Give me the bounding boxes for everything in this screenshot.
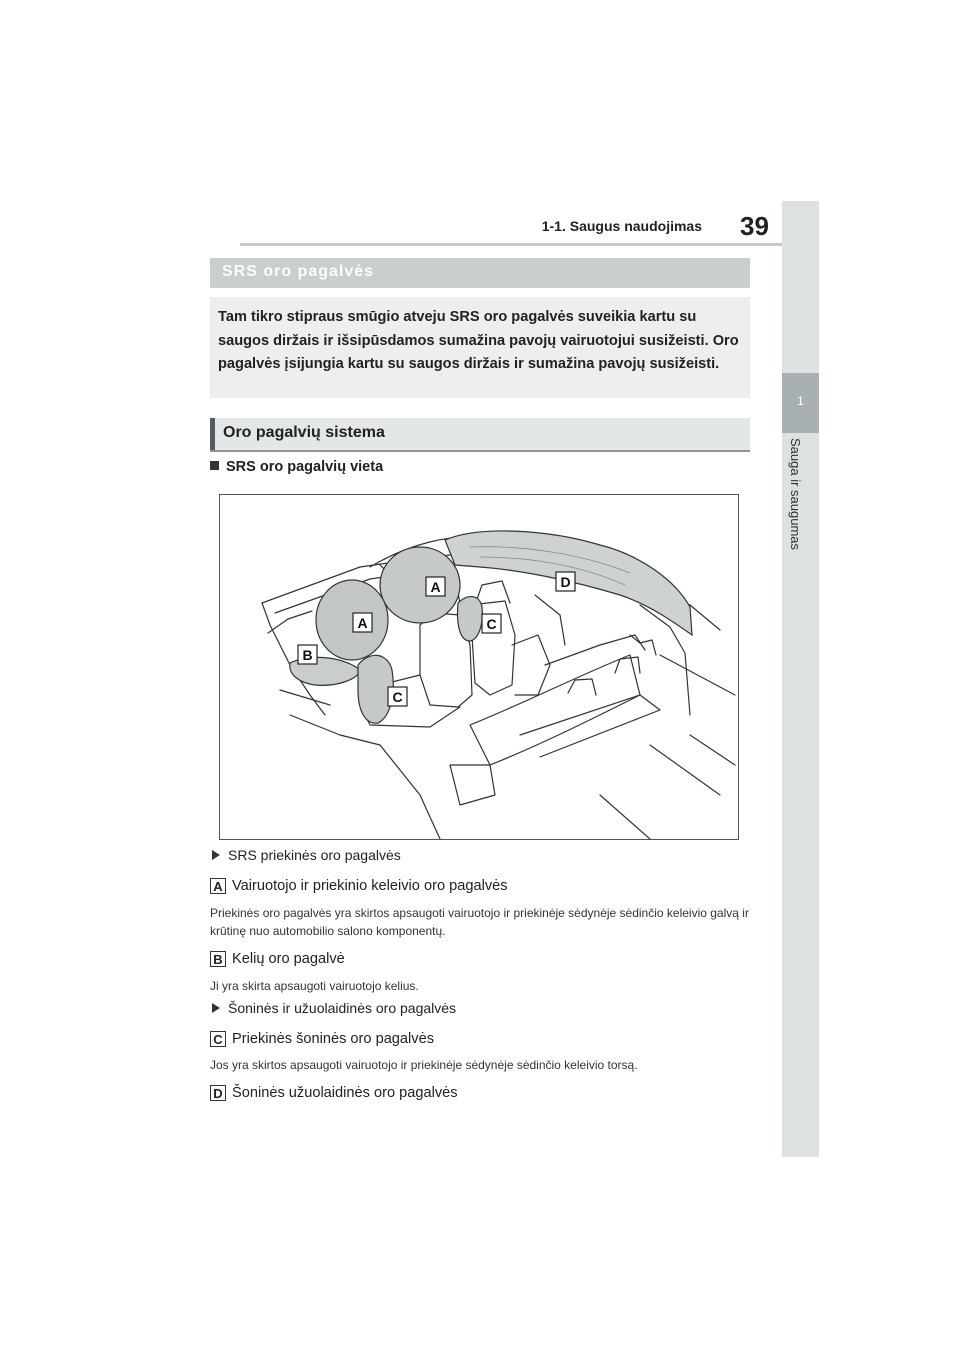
legend-letter-b: B — [210, 951, 226, 967]
callout-label: B — [302, 647, 313, 663]
subsection-banner — [210, 418, 750, 452]
legend-c-description: Jos yra skirtos apsaugoti vairuotojo ir priekinėje sėdynėje sėdinčio keleivio torsą. — [210, 1058, 638, 1072]
intro-text: Tam tikro stipraus smūgio atveju SRS oro pagalvės suveikia kartu su saugos diržais ir išsipūsdamos sumažina pavojų vairuotojui susižeisti. Oro pagalvės įsijungia kartu su saugos diržais ir sumažina pavojų susižeisti. — [218, 309, 739, 372]
legend-d-title: Šoninės užuolaidinės oro pagalvės — [232, 1085, 458, 1101]
legend-a-description: Priekinės oro pagalvės yra skirtos apsaugoti vairuotojo ir priekinėje sėdynėje sėdinčio keleivio galvą ir krūtinę nuo automobilio salono komponentų. — [210, 906, 749, 938]
section-banner — [210, 258, 750, 288]
banner-stripe — [210, 418, 215, 450]
subheading — [210, 459, 383, 475]
chapter-tab — [782, 201, 819, 1157]
legend-a-title: Vairuotojo ir priekinio keleivio oro pagalvės — [232, 878, 508, 894]
subheading-text: SRS oro pagalvių vieta — [226, 459, 384, 475]
callout-label: C — [392, 689, 403, 705]
callout-d — [556, 572, 575, 591]
front-airbags-heading — [212, 847, 401, 863]
callout-label: A — [430, 579, 441, 595]
subsection-banner-title: Oro pagalvių sistema — [223, 424, 385, 441]
legend-letter-a: A — [210, 878, 226, 894]
callout-label: C — [486, 616, 497, 632]
callout-label: A — [357, 615, 368, 631]
callout-a-passenger — [426, 577, 445, 596]
legend-b-title: Kelių oro pagalvė — [232, 951, 345, 967]
callout-b — [298, 645, 317, 664]
legend-item-a — [210, 878, 508, 894]
legend-c-title: Priekinės šoninės oro pagalvės — [232, 1031, 434, 1047]
header-rule — [240, 243, 784, 246]
legend-letter-d: D — [210, 1085, 226, 1101]
legend-item-b — [210, 951, 345, 967]
square-bullet-icon — [210, 461, 219, 470]
callout-label: D — [560, 574, 571, 590]
intro-box — [210, 297, 750, 398]
legend-letter-c: C — [210, 1031, 226, 1047]
callout-c-driver — [388, 687, 407, 706]
legend-item-c — [210, 1031, 434, 1047]
section-banner-title: SRS oro pagalvės — [222, 263, 375, 280]
arrow-bullet-icon — [212, 1003, 220, 1013]
car-interior-drawing — [220, 495, 738, 839]
side-airbags-heading — [212, 1000, 456, 1016]
arrow-bullet-icon — [212, 850, 220, 860]
callout-a-driver — [353, 613, 372, 632]
chapter-title: Sauga ir saugumas — [788, 438, 803, 551]
airbag-illustration — [219, 494, 739, 840]
legend-item-d — [210, 1085, 458, 1101]
legend-b-description: Ji yra skirta apsaugoti vairuotojo kelius. — [210, 979, 419, 993]
page-number: 39 — [740, 211, 769, 241]
side-airbags-heading-text: Šoninės ir užuolaidinės oro pagalvės — [228, 1000, 457, 1016]
chapter-number: 1 — [797, 394, 804, 408]
callout-c-passenger — [482, 614, 501, 633]
section-title: 1-1. Saugus naudojimas — [541, 218, 702, 234]
front-airbags-heading-text: SRS priekinės oro pagalvės — [228, 847, 401, 863]
